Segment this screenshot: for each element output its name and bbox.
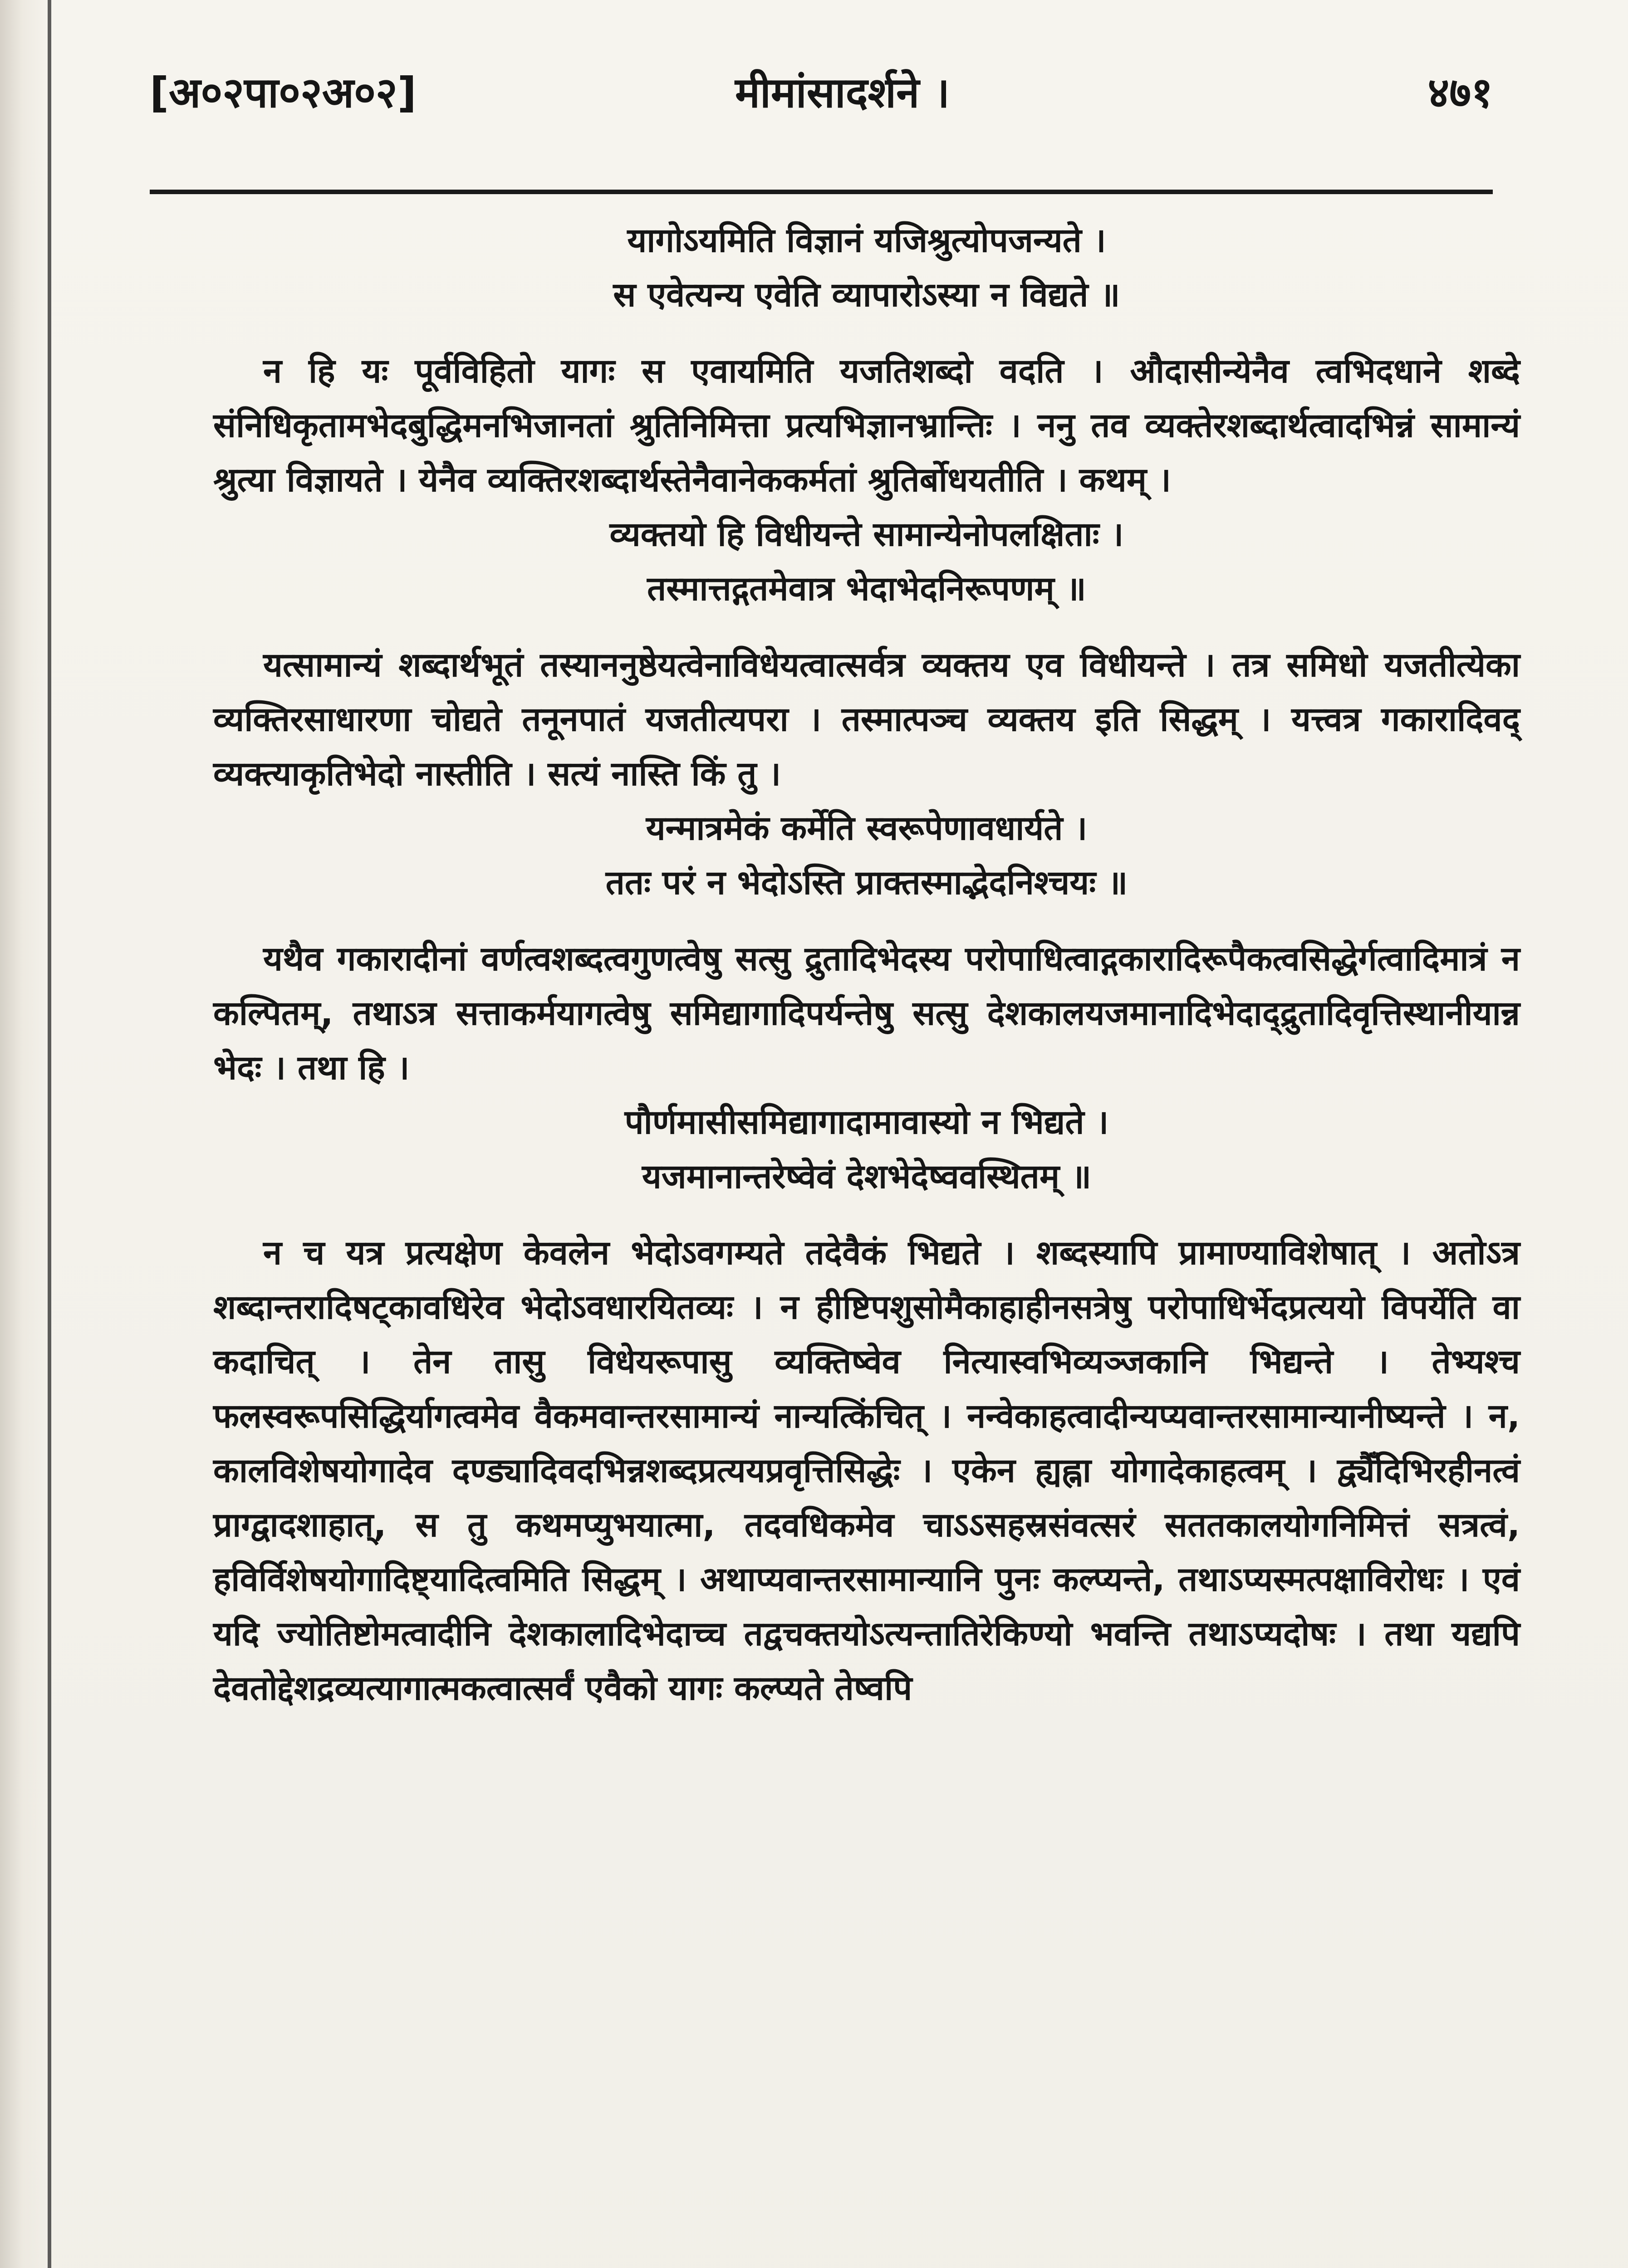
- verse-1-line-2: स एवेत्यन्य एवेति व्यापारोऽस्या न विद्यते ॥: [613, 275, 1120, 314]
- spacer: [213, 322, 1520, 344]
- chapter-reference: [अ०२पा०२अ०२]: [150, 68, 417, 117]
- paragraph-4: न च यत्र प्रत्यक्षेण केवलेन भेदोऽवगम्यते तदेवैकं भिद्यते । शब्दस्यापि प्रामाण्याविशेषात् । अतोऽत्र शब्दान्तरादिषट्कावधिरेव भेदोऽवधारयितव्यः । न हीष्टिपशुसोमैकाहाहीनसत्रेषु परोपाधिर्भेदप्रत्ययो विपर्येति वा कदाचित् । तेन तासु विधेयरूपासु व्यक्तिष्वेव नित्यास्वभिव्यञ्जकानि भिद्यन्ते । तेभ्यश्च फलस्वरूपसिद्धिर्यागत्वमेव वैकमवान्तरसामान्यं नान्यत्किंचित् । नन्वेकाहत्वादीन्यप्यवान्तरसामान्यानीष्यन्ते । न, कालविशेषयोगादेव दण्ड्यादिवदभिन्नशब्दप्रत्ययप्रवृत्तिसिद्धेः । एकेन ह्यह्ना योगादेकाहत्वम् । द्व्यैँदिभिरहीनत्वं प्राग्द्वादशाहात्, स तु कथमप्युभयात्मा, तदवधिकमेव चाऽऽसहस्रसंवत्सरं सततकालयोगनिमित्तं सत्रत्वं, हविर्विशेषयोगादिष्ट्यादित्वमिति सिद्धम् । अथाप्यवान्तरसामान्यानि पुनः कल्प्यन्ते, तथाऽप्यस्मत्पक्षाविरोधः । एवं यदि ज्योतिष्टोमत्वादीनि देशकालादिभेदाच्च तद्वचक्तयोऽत्यन्तातिरेकिण्यो भवन्ति तथाऽप्यदोषः । तथा यद्यपि देवतोद्देशद्रव्यत्यागात्मकत्वात्सर्वं एवैको यागः कल्प्यते तेष्वपि: [213, 1233, 1520, 1708]
- spacer: [213, 616, 1520, 638]
- page-number: ४७१: [1427, 68, 1493, 117]
- page-left-edge-rule: [48, 0, 51, 2268]
- running-title: मीमांसादर्शने ।: [735, 68, 950, 117]
- verse-4-line-1: पौर्णमासीसमिद्यागादामावास्यो न भिद्यते ।: [624, 1103, 1109, 1142]
- page-header: [150, 54, 1493, 132]
- verse-2-line-2: तस्मात्तद्गतमेवात्र भेदाभेदनिरूपणम् ॥: [647, 569, 1086, 608]
- header-divider: [150, 190, 1493, 194]
- verse-1-line-1: यागोऽयमिति विज्ञानं यजिश्रुत्योपजन्यते ।: [627, 221, 1106, 260]
- paragraph-1: न हि यः पूर्वविहितो यागः स एवायमिति यजतिशब्दो वदति । औदासीन्येनैव त्वभिदधाने शब्दे संनिधिकृतामभेदबुद्धिमनभिजानतां श्रुतिनिमित्ता प्रत्यभिज्ञानभ्रान्तिः । ननु तव व्यक्तेरशब्दार्थत्वादभिन्नं सामान्यं श्रुत्या विज्ञायते । येनैव व्यक्तिरशब्दार्थस्तेनैवानेककर्मतां श्रुतिर्बोधयतीति । कथम् ।: [213, 352, 1520, 499]
- verse-2-line-1: व्यक्तयो हि विधीयन्ते सामान्येनोपलक्षिताः ।: [609, 515, 1124, 554]
- page-binding-shadow: [0, 0, 50, 2268]
- verse-3-line-1: यन्मात्रमेकं कर्मेति स्वरूपेणावधार्यते ।: [646, 809, 1088, 848]
- paragraph-3: यथैव गकारादीनां वर्णत्वशब्दत्वगुणत्वेषु सत्सु द्रुतादिभेदस्य परोपाधित्वाद्गकारादिरूपैकत्वसिद्धेर्गत्वादिमात्रं न कल्पितम्, तथाऽत्र सत्ताकर्मयागत्वेषु समिद्यागादिपर्यन्तेषु सत्सु देशकालयजमानादिभेदाद्द्रुतादिवृत्तिस्थानीयान्न भेदः । तथा हि ।: [213, 939, 1520, 1087]
- spacer: [213, 1204, 1520, 1226]
- spacer: [213, 910, 1520, 932]
- verse-4-line-2: यजमानान्तरेष्वेवं देशभेदेष्ववस्थितम् ॥: [642, 1157, 1092, 1196]
- page-content: [213, 213, 1520, 1716]
- verse-3-line-2: ततः परं न भेदोऽस्ति प्राक्तस्माद्भेदनिश्चयः ॥: [605, 863, 1128, 902]
- paragraph-2: यत्सामान्यं शब्दार्थभूतं तस्याननुष्ठेयत्वेनाविधेयत्वात्सर्वत्र व्यक्तय एव विधीयन्ते । तत्र समिधो यजतीत्येका व्यक्तिरसाधारणा चोद्यते तनूनपातं यजतीत्यपरा । तस्मात्पञ्च व्यक्तय इति सिद्धम् । यत्त्वत्र गकारादिवद् व्यक्त्याकृतिभेदो नास्तीति । सत्यं नास्ति किं तु ।: [213, 645, 1520, 793]
